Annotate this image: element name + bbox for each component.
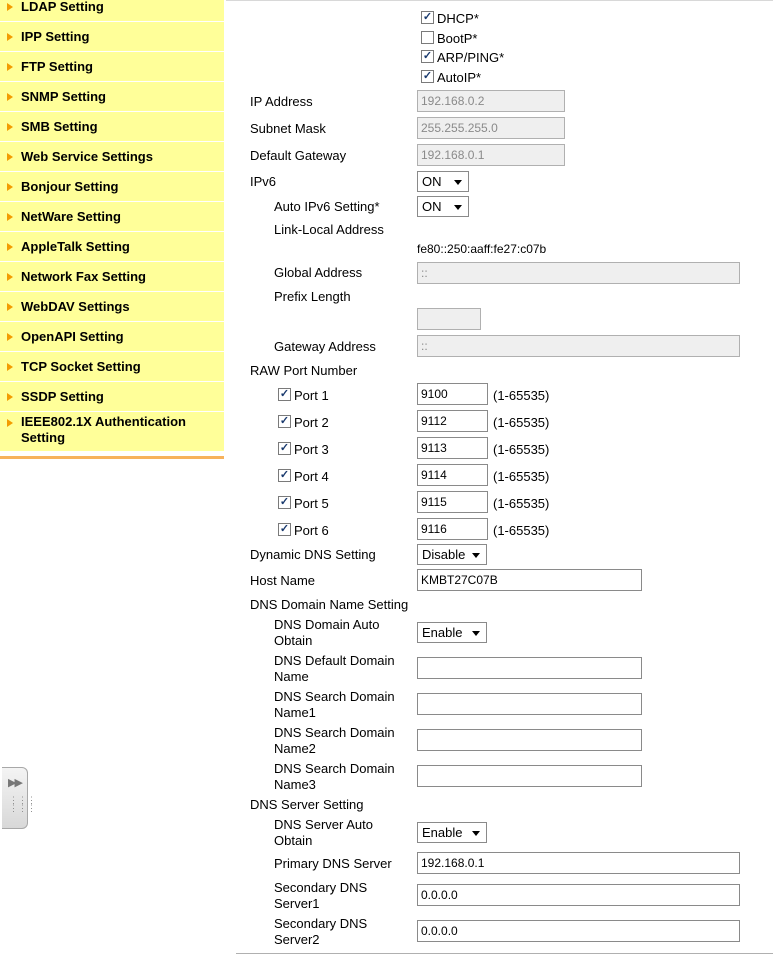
port-5-input[interactable]: 9115 [417, 491, 488, 513]
auto-ipv6-select[interactable]: ON [417, 196, 469, 217]
bootp-checkbox[interactable] [421, 31, 434, 44]
bottom-divider [236, 953, 773, 954]
arrow-right-icon [7, 393, 13, 401]
settings-panel [224, 0, 773, 959]
autoip-checkbox[interactable] [421, 70, 434, 83]
default-gateway-field[interactable]: 192.168.0.1 [417, 144, 565, 166]
primary-dns-input[interactable]: 192.168.0.1 [417, 852, 740, 874]
dynamic-dns-select[interactable]: Disable [417, 544, 487, 565]
arrow-right-icon [7, 33, 13, 41]
secondary-dns2-label: Secondary DNS Server2 [274, 916, 368, 947]
port-1-label: Port 1 [294, 388, 329, 403]
arp-ping-checkbox[interactable] [421, 50, 434, 63]
port-3-range: (1-65535) [493, 442, 550, 457]
arrow-right-icon [7, 213, 13, 221]
dns-default-domain-label: DNS Default Domain Name [274, 653, 395, 684]
grip-dots-icon: ⋮⋮⋮ ⋮⋮⋮ [9, 795, 36, 813]
port-4-range: (1-65535) [493, 469, 550, 484]
subnet-mask-field[interactable]: 255.255.255.0 [417, 117, 565, 139]
sidebar-item-smb[interactable]: SMB Setting [0, 112, 224, 142]
dns-search3-input[interactable] [417, 765, 642, 787]
dns-search2-input[interactable] [417, 729, 642, 751]
arrow-right-icon [7, 273, 13, 281]
ipv6-select[interactable]: ON [417, 171, 469, 192]
dns-search1-input[interactable] [417, 693, 642, 715]
dns-default-domain-input[interactable] [417, 657, 642, 679]
dns-search2-label: DNS Search Domain Name2 [274, 725, 395, 756]
port-3-checkbox[interactable] [278, 442, 291, 455]
dhcp-label: DHCP* [437, 11, 479, 26]
dhcp-checkbox[interactable] [421, 11, 434, 24]
port-5-label: Port 5 [294, 496, 329, 511]
chevron-down-icon [472, 631, 480, 636]
sidebar-item-bonjour[interactable]: Bonjour Setting [0, 172, 224, 202]
sidebar-item-network-fax[interactable]: Network Fax Setting [0, 262, 224, 292]
link-local-label: Link-Local Address [274, 222, 384, 237]
arrow-right-icon [7, 183, 13, 191]
arrow-right-icon [7, 93, 13, 101]
sidebar-item-appletalk[interactable]: AppleTalk Setting [0, 232, 224, 262]
port-2-label: Port 2 [294, 415, 329, 430]
dns-server-auto-select[interactable]: Enable [417, 822, 487, 843]
sidebar-nav [0, 0, 224, 459]
dns-server-auto-label: DNS Server Auto Obtain [274, 817, 373, 848]
port-1-range: (1-65535) [493, 388, 550, 403]
autoip-label: AutoIP* [437, 70, 482, 85]
port-3-label: Port 3 [294, 442, 329, 457]
top-divider [226, 0, 773, 1]
port-5-range: (1-65535) [493, 496, 550, 511]
ipv6-label: IPv6 [250, 174, 277, 189]
sidebar-collapse-handle[interactable] [2, 767, 36, 829]
secondary-dns1-input[interactable]: 0.0.0.0 [417, 884, 740, 906]
sidebar-item-netware[interactable]: NetWare Setting [0, 202, 224, 232]
arrow-right-icon [7, 3, 13, 11]
port-2-input[interactable]: 9112 [417, 410, 488, 432]
dns-domain-auto-label: DNS Domain Auto Obtain [274, 617, 380, 648]
chevron-down-icon [472, 831, 480, 836]
sidebar-item-openapi[interactable]: OpenAPI Setting [0, 322, 224, 352]
chevron-down-icon [472, 553, 480, 558]
dns-server-section-label: DNS Server Setting [250, 797, 364, 812]
sidebar-item-tcp-socket[interactable]: TCP Socket Setting [0, 352, 224, 382]
dns-domain-section-label: DNS Domain Name Setting [250, 597, 409, 612]
subnet-mask-label: Subnet Mask [250, 121, 326, 136]
global-address-field[interactable]: :: [417, 262, 740, 284]
gateway-address-field[interactable]: :: [417, 335, 740, 357]
double-chevron-right-icon: ▶▶ [8, 777, 21, 789]
auto-ipv6-label: Auto IPv6 Setting* [274, 199, 380, 214]
default-gateway-label: Default Gateway [250, 148, 347, 163]
arrow-right-icon [7, 363, 13, 371]
bootp-label: BootP* [437, 31, 478, 46]
host-name-label: Host Name [250, 573, 316, 588]
ip-address-field[interactable]: 192.168.0.2 [417, 90, 565, 112]
sidebar-item-webdav[interactable]: WebDAV Settings [0, 292, 224, 322]
arrow-right-icon [7, 123, 13, 131]
chevron-down-icon [454, 180, 462, 185]
arp-ping-label: ARP/PING* [437, 50, 505, 65]
port-6-input[interactable]: 9116 [417, 518, 488, 540]
secondary-dns1-label: Secondary DNS Server1 [274, 880, 368, 911]
global-address-label: Global Address [274, 265, 363, 280]
host-name-input[interactable]: KMBT27C07B [417, 569, 642, 591]
sidebar-item-ftp[interactable]: FTP Setting [0, 52, 224, 82]
sidebar-item-snmp[interactable]: SNMP Setting [0, 82, 224, 112]
dns-search3-label: DNS Search Domain Name3 [274, 761, 395, 792]
port-4-label: Port 4 [294, 469, 329, 484]
arrow-right-icon [7, 333, 13, 341]
sidebar-item-ssdp[interactable]: SSDP Setting [0, 382, 224, 412]
arrow-right-icon [7, 243, 13, 251]
raw-port-label: RAW Port Number [250, 363, 358, 378]
sidebar-item-ldap[interactable]: LDAP Setting [0, 0, 224, 22]
port-6-range: (1-65535) [493, 523, 550, 538]
port-2-range: (1-65535) [493, 415, 550, 430]
prefix-length-field[interactable] [417, 308, 481, 330]
sidebar-divider [0, 456, 224, 459]
port-2-checkbox[interactable] [278, 415, 291, 428]
port-1-checkbox[interactable] [278, 388, 291, 401]
dns-search1-label: DNS Search Domain Name1 [274, 689, 395, 720]
port-4-checkbox[interactable] [278, 469, 291, 482]
dns-domain-auto-select[interactable]: Enable [417, 622, 487, 643]
port-3-input[interactable]: 9113 [417, 437, 488, 459]
dynamic-dns-label: Dynamic DNS Setting [250, 547, 376, 562]
gateway-address-label: Gateway Address [274, 339, 376, 354]
sidebar-item-web-service[interactable]: Web Service Settings [0, 142, 224, 172]
arrow-right-icon [7, 419, 13, 427]
link-local-value: fe80::250:aaff:fe27:c07b [417, 242, 547, 256]
sidebar-item-ieee8021x[interactable]: IEEE802.1X Authentication Setting [0, 412, 224, 452]
port-6-label: Port 6 [294, 523, 329, 538]
arrow-right-icon [7, 63, 13, 71]
prefix-length-label: Prefix Length [274, 289, 351, 304]
primary-dns-label: Primary DNS Server [274, 856, 392, 871]
ip-address-label: IP Address [250, 94, 313, 109]
port-1-input[interactable]: 9100 [417, 383, 488, 405]
secondary-dns2-input[interactable]: 0.0.0.0 [417, 920, 740, 942]
chevron-down-icon [454, 205, 462, 210]
arrow-right-icon [7, 303, 13, 311]
port-5-checkbox[interactable] [278, 496, 291, 509]
arrow-right-icon [7, 153, 13, 161]
sidebar-item-ipp[interactable]: IPP Setting [0, 22, 224, 52]
port-6-checkbox[interactable] [278, 523, 291, 536]
port-4-input[interactable]: 9114 [417, 464, 488, 486]
